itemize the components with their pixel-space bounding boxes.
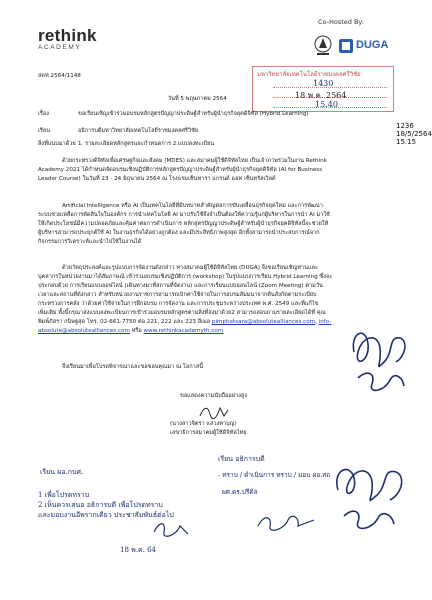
subject-text: ขอเรียนเชิญเข้าร่วมอบรมหลักสูตรปัญญาประดิษฐ์สำหรับผู้นำธุรกิจยุคดิจิทัล (Hybrid Learning) xyxy=(78,111,309,117)
duga-logo-text: DUGA xyxy=(356,39,389,51)
co-hosted-label: Co-Hosted By: xyxy=(318,18,364,26)
paragraph-line: ด้วยวัตถุประสงค์และรูปแบบการจัดงานดังกล่าว ทางสมาคมผู้ใช้ดิจิทัลไทย (DUGA) จึงขอเรียนเชิญท่านและ xyxy=(62,265,319,271)
recipient-text: อธิการบดีมหาวิทยาลัยเทคโนโลยีราชมงคลศรีวิชัย xyxy=(78,128,199,134)
duga-logo xyxy=(338,37,389,55)
stamp-title: มหาวิทยาลัยเทคโนโลยีราชมงคลศรีวิชัย xyxy=(257,71,361,78)
website-joiner: หรือ xyxy=(131,328,142,334)
info-email-prefix[interactable]: info- xyxy=(318,319,332,325)
handwritten-signature-bottom xyxy=(324,450,414,540)
receipt-time: 15.15 xyxy=(396,138,417,146)
stamp-number: 1430 xyxy=(313,79,334,88)
paragraph-line: เวลาและสถานที่ดังกล่าว สำหรับหน่วยงานราชการสามารถเบิกค่าใช้จ่ายในการอบรมสัมมนาจากต้นสังกัดตามระเบียบ xyxy=(38,292,317,298)
rethink-academy-logo xyxy=(38,28,97,51)
info-email-link[interactable]: absolute@absolutealliances.com xyxy=(38,328,130,334)
paragraph-line: กระทรวงการคลัง ว่าด้วยค่าใช้จ่ายในการฝึกอบรม การจัดงาน และการประชุมระหว่างประเทศ พ.ศ. 2549 และที่แก้ไข xyxy=(38,301,319,307)
handwritten-signature-large xyxy=(344,322,414,402)
paragraph-ai xyxy=(38,202,398,247)
handwritten-initials xyxy=(150,518,194,540)
contact-line: พิมพ์ภัสรา กนิษฐสุด โทร. 02-661-7750 ต่อ 221, 222 และ 223 อีเมล xyxy=(38,319,211,325)
logo-main-text: rethink xyxy=(38,26,97,45)
paragraph-line: เพิ่มเติม ทั้งนี้กรุณาส่งแบบลงทะเบียนการเข้าร่วมอบรมหลักสูตรตามสิ่งที่ส่งมาด้วย2 สามารถสอบถามรายละเอียดได้ที่ คุณ xyxy=(38,310,326,316)
recipient-label: เรียน xyxy=(38,128,51,134)
paragraph-line: Leader Course) ในวันที่ 23 - 24 มิถุนายน 2564 ณ โรงแรมเซ็นทารา แกรนด์ แอท เซ็นทรัลเวิลด์ xyxy=(38,176,276,182)
handwritten-item-2b: และมอบงานอีพรากเดียว ประชาสัมพันธ์ต่อไป xyxy=(38,511,174,519)
enclosure-label: สิ่งที่แนบมาด้วย xyxy=(38,141,76,147)
enclosure-text: 1. รายละเอียดหลักสูตรและกำหนดการ 2.แบบลงทะเบียน xyxy=(78,141,215,147)
paragraph-line: ให้เกิดประโยชน์มีความปลอดภัยและคุ้มค่าต่อการดำเนินการ หลักสูตรปัญญาประดิษฐ์สำหรับผู้นำธุรกิจยุคดิจิทัลนี้จะช่วยให้ xyxy=(38,221,329,227)
receipt-note xyxy=(396,122,432,146)
logo-sub-text: ACADEMY xyxy=(38,44,82,51)
paragraph-intro xyxy=(38,157,398,184)
signatory-name: (นางสาวจิตรา แสวงทาบุญ) xyxy=(170,421,237,427)
stamp-date: 18 พ.ค. 2564 xyxy=(295,91,347,100)
right-note-3: ผศ.ดร.ปรีดิล xyxy=(222,488,258,496)
right-note-2: - ทราบ / ดำเนินการ ทราบ / มอบ ผอ.สถ xyxy=(218,471,331,479)
email-joiner: , xyxy=(315,319,317,325)
paragraph-line: ระบบช่วยเหลือการตัดสินใจในองค์กร การนำเทคโนโลยี AI มาปรับใช้จึงจำเป็นต้องให้ความรู้แก่ผู้บริหารในการนำ AI มาใช้ xyxy=(38,212,330,218)
paragraph-line: กิจกรรมการวิเคราะห์และนำไปใช้ในงานได้ xyxy=(38,239,142,245)
reference-number: สดท.2564/1148 xyxy=(38,73,81,79)
paragraph-line: บุคลากรในหน่วยงานมาได้สัมภาษณ์ เข้าร่วมอบรมเชิงปฏิบัติการ (workshop) ในรูปแบบการเรียน Hybrid Learning ซึ่งจะ xyxy=(38,274,333,280)
receipt-number: 1236 xyxy=(396,122,414,130)
subject-label: เรื่อง xyxy=(38,111,50,117)
handwritten-receiver: เรียน ผอ.กบศ. xyxy=(40,468,84,476)
handwritten-item-2a: 2 เห็นควรเสนอ อธิการบดี เพื่อโปรดทราบ xyxy=(38,501,163,509)
letter-date: วันที่ 5 พฤษภาคม 2564 xyxy=(168,96,227,102)
website-link[interactable]: www.rethinkacademyth.com xyxy=(143,328,224,334)
contact-email-link[interactable]: pimphatsara@absolutealliances.com xyxy=(211,319,316,325)
paragraph-line: ผู้บริหารสามารถประยุกต์ใช้ AI ในงานธุรกิจได้อย่างถูกต้อง และมีประสิทธิภาพสูงสุด อีกทั้งสามารถนำประสบการณ์จาก xyxy=(38,230,320,236)
signatory-signature xyxy=(196,402,232,422)
handwritten-item-1: 1 เพื่อโปรดทราบ xyxy=(38,491,90,499)
paragraph-line: Artificial Intelligence หรือ AI เป็นเทคโนโลยีที่มีบทบาทสำคัญต่อการขับเคลื่อนธุรกิจยุคใหม่ และการพัฒนา xyxy=(62,203,323,209)
duga-mark-icon xyxy=(338,38,354,54)
receiving-stamp xyxy=(252,66,394,112)
right-note-1: เรียน อธิการบดี xyxy=(218,455,265,463)
closing-request: จึงเรียนมาเพื่อโปรดพิจารณาและขอขอบคุณมา ณ โอกาสนี้ xyxy=(62,364,204,370)
signatory-title: เลขาธิการสมาคมผู้ใช้ดิจิทัลไทย xyxy=(170,430,247,436)
paragraph-line: Academy 2021 ได้กำหนดจัดอบรมเชิงปฏิบัติการหลักสูตรปัญญาประดิษฐ์สำหรับผู้นำธุรกิจยุคดิจิทัล (AI for Business xyxy=(38,167,323,173)
paragraph-line: ด้วยกระทรวงดิจิทัลเพื่อเศรษฐกิจและสังคม (MDES) และสมาคมผู้ใช้ดิจิทัลไทย เป็นเจ้าภาพร่วมในงาน Rethink xyxy=(62,158,327,164)
receipt-date: 18/5/2564 xyxy=(396,130,432,138)
ministry-seal-icon xyxy=(313,34,333,58)
handwritten-date: 18 พ.ค. 64 xyxy=(120,546,157,554)
stamp-time: 15.40 xyxy=(315,100,338,109)
handwritten-signature-mid xyxy=(254,510,324,534)
regards-line: ขอแสดงความนับถืออย่างสูง xyxy=(180,393,248,399)
paragraph-line: ประกอบด้วย การเรียนแบบออฟไลน์ (เดินทางมาที่สถานที่จัดงาน) และการเรียนแบบออนไลน์ (Zoom Meeting) ตามวัน xyxy=(38,283,323,289)
